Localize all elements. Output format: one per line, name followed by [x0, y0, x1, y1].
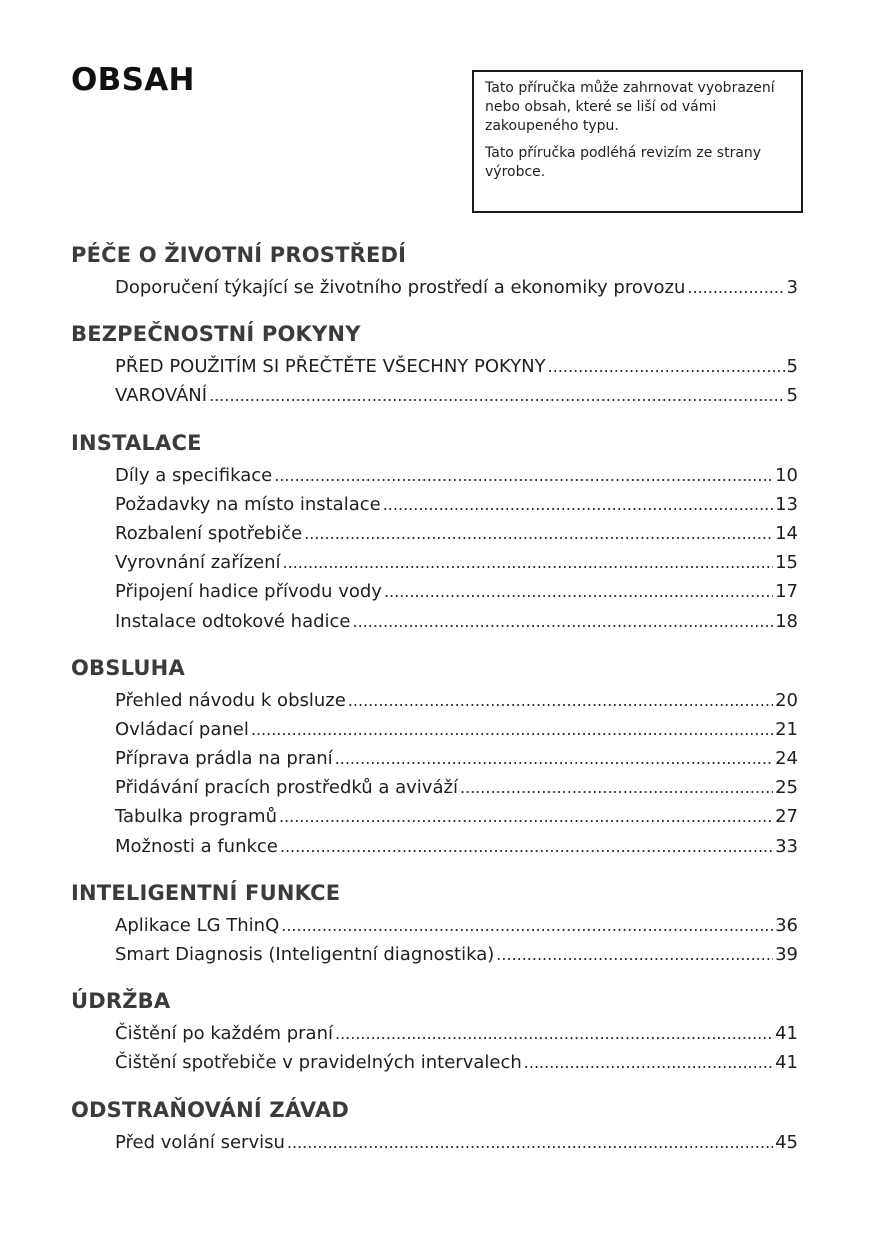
toc-entry[interactable]	[115, 715, 798, 744]
dot-leader	[251, 715, 773, 744]
toc-entry-page: 27	[775, 806, 798, 828]
toc-entry-title: Ovládací panel	[115, 718, 249, 740]
toc-entry-page: 41	[775, 1052, 798, 1074]
toc-entry[interactable]	[115, 832, 798, 861]
toc-entry[interactable]	[115, 1019, 798, 1048]
toc-section	[71, 1095, 798, 1157]
toc-section	[71, 428, 798, 636]
section-heading: ODSTRAŇOVÁNÍ ZÁVAD	[71, 1097, 349, 1122]
toc-entry-title: Vyrovnání zařízení	[115, 552, 281, 574]
toc-entry-title: Aplikace LG ThinQ	[115, 914, 280, 936]
toc-entry[interactable]	[115, 548, 798, 577]
toc-entry[interactable]	[115, 940, 798, 969]
toc-entry[interactable]	[115, 686, 798, 715]
toc-entry-title: Instalace odtokové hadice	[115, 610, 351, 632]
toc-entry-page: 25	[775, 777, 798, 799]
toc-section	[71, 986, 798, 1077]
section-heading: INTELIGENTNÍ FUNKCE	[71, 880, 341, 905]
toc-entry-title: Připojení hadice přívodu vody	[115, 581, 382, 603]
toc-entry-page: 14	[775, 522, 798, 544]
dot-leader	[287, 1128, 773, 1157]
toc-entry-page: 5	[786, 385, 798, 407]
dot-leader	[209, 381, 784, 410]
section-heading: INSTALACE	[71, 430, 202, 455]
toc-entry-title: VAROVÁNÍ	[115, 385, 208, 407]
toc-entry-page: 18	[775, 610, 798, 632]
toc-entry-title: Před volání servisu	[115, 1131, 285, 1153]
toc-entry[interactable]	[115, 273, 798, 302]
toc-section	[71, 653, 798, 861]
toc-entry-title: Přehled návodu k obsluze	[115, 689, 346, 711]
table-of-contents	[71, 240, 798, 1157]
toc-entry-page: 45	[775, 1131, 798, 1153]
toc-entry-page: 36	[775, 914, 798, 936]
toc-entry-title: Čištění po každém praní	[115, 1023, 333, 1045]
dot-leader	[548, 352, 785, 381]
dot-leader	[335, 744, 773, 773]
toc-entry-page: 33	[775, 835, 798, 857]
toc-entry-page: 15	[775, 552, 798, 574]
section-heading: ÚDRŽBA	[71, 989, 171, 1014]
dot-leader	[353, 607, 774, 636]
toc-entry-page: 13	[775, 493, 798, 515]
toc-entry-page: 10	[775, 464, 798, 486]
toc-section	[71, 240, 798, 302]
toc-entry-page: 5	[786, 356, 798, 378]
toc-entry[interactable]	[115, 381, 798, 410]
toc-entry-title: Požadavky na místo instalace	[115, 493, 381, 515]
dot-leader	[348, 686, 773, 715]
toc-entry[interactable]	[115, 773, 798, 802]
toc-entry-page: 17	[775, 581, 798, 603]
section-heading: BEZPEČNOSTNÍ POKYNY	[71, 322, 361, 347]
dot-leader	[280, 832, 773, 861]
toc-entry-page: 3	[786, 277, 798, 298]
toc-entry[interactable]	[115, 519, 798, 548]
toc-entry-title: PŘED POUŽITÍM SI PŘEČTĚTE VŠECHNY POKYNY	[115, 356, 546, 378]
dot-leader	[335, 1019, 773, 1048]
dot-leader	[304, 519, 773, 548]
section-heading: PÉČE O ŽIVOTNÍ PROSTŘEDÍ	[71, 243, 407, 267]
notice-paragraph: Tato příručka podléhá revizím ze strany výrobce.	[485, 145, 762, 180]
toc-entry-page: 20	[775, 689, 798, 711]
section-heading: OBSLUHA	[71, 655, 185, 680]
toc-entry[interactable]	[115, 802, 798, 831]
toc-entry[interactable]	[115, 1128, 798, 1157]
toc-entry-title: Přidávání pracích prostředků a aviváží	[115, 777, 458, 799]
dot-leader	[281, 911, 773, 940]
toc-entry-title: Příprava prádla na praní	[115, 748, 333, 770]
dot-leader	[496, 940, 773, 969]
toc-entry[interactable]	[115, 1048, 798, 1077]
dot-leader	[274, 461, 773, 490]
dot-leader	[384, 577, 773, 606]
toc-entry[interactable]	[115, 352, 798, 381]
toc-entry[interactable]	[115, 744, 798, 773]
toc-entry-title: Tabulka programů	[115, 806, 277, 828]
page-title: OBSAH	[71, 62, 195, 98]
dot-leader	[279, 802, 773, 831]
toc-entry[interactable]	[115, 911, 798, 940]
toc-entry[interactable]	[115, 607, 798, 636]
toc-entry[interactable]	[115, 490, 798, 519]
toc-entry-page: 24	[775, 748, 798, 770]
toc-entry[interactable]	[115, 577, 798, 606]
toc-entry-title: Možnosti a funkce	[115, 835, 278, 857]
toc-entry-page: 39	[775, 944, 798, 965]
notice-paragraph: Tato příručka může zahrnovat vyobrazení nebo obsah, které se liší od vámi zakoupeného typu.	[485, 80, 775, 134]
toc-entry-page: 41	[775, 1023, 798, 1045]
notice-box	[472, 70, 803, 213]
toc-entry-title: Díly a specifikace	[115, 464, 273, 486]
toc-section	[71, 319, 798, 410]
toc-entry[interactable]	[115, 461, 798, 490]
toc-entry-title: Doporučení týkající se životního prostředí a ekonomiky provozu	[115, 277, 686, 298]
toc-entry-title: Smart Diagnosis (Inteligentní diagnostika)	[115, 944, 495, 965]
dot-leader	[524, 1048, 773, 1077]
dot-leader	[283, 548, 774, 577]
toc-entry-page: 21	[775, 718, 798, 740]
dot-leader	[460, 773, 773, 802]
toc-entry-title: Rozbalení spotřebiče	[115, 522, 303, 544]
toc-section	[71, 878, 798, 969]
toc-entry-title: Čištění spotřebiče v pravidelných intervalech	[115, 1052, 522, 1074]
dot-leader	[383, 490, 773, 519]
dot-leader	[687, 273, 784, 302]
